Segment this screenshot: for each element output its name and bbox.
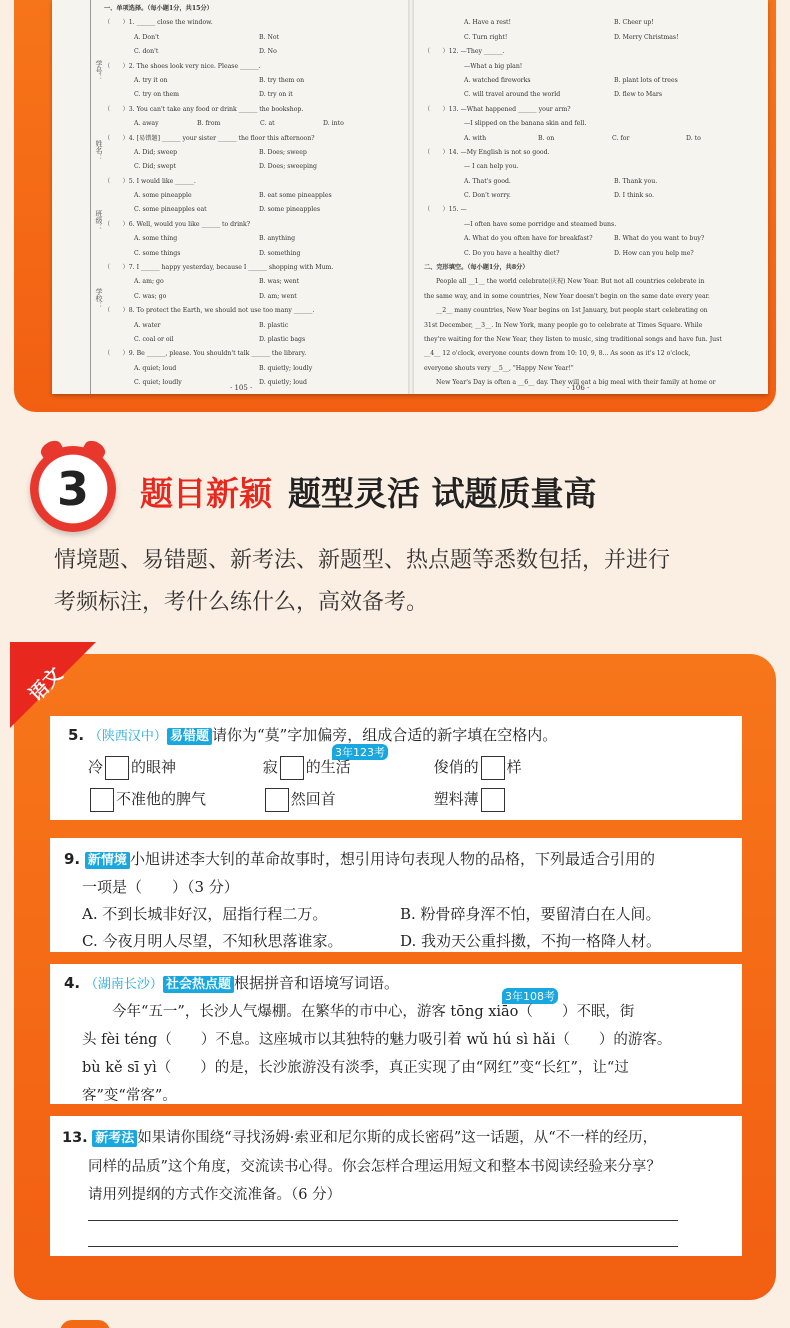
left-option[interactable]: A. water (134, 321, 161, 329)
cloze-passage-line: they're waiting for the New Year, they listen to music, sing traditional songs and have fun. Just (424, 335, 722, 343)
left-option[interactable]: D. quietly; loud (259, 379, 307, 387)
left-option[interactable]: D. am; went (259, 292, 297, 300)
right-option[interactable]: A. That's good. (464, 177, 511, 185)
right-question-stem: （ ）14. —My English is not so good. (424, 148, 550, 156)
right-option-row (424, 189, 754, 203)
binding-sidebar (52, 0, 102, 394)
left-question-stem: （ ）7. I ______ happy yesterday, because I ______ shopping with Mum. (104, 264, 334, 272)
left-option[interactable]: B. Not (259, 33, 280, 41)
q5-location: （陕西汉中） (88, 729, 167, 744)
q5-item-1-post: 的眼神 (131, 758, 177, 776)
right-top-blank (424, 2, 754, 16)
q5-item-2-pre: 寂 (262, 758, 278, 776)
right-option[interactable]: A. What do you often have for breakfast? (464, 235, 593, 243)
left-question-options (104, 45, 404, 59)
q5-item-3 (434, 758, 522, 776)
left-question-options (104, 160, 404, 174)
section-heading: 一、单项选择。（每小题1分，共15分） (104, 5, 213, 12)
left-question-options (104, 290, 404, 304)
right-option[interactable]: B. What do you want to buy? (614, 235, 705, 243)
right-option[interactable]: D. to (686, 134, 701, 142)
left-option[interactable]: B. Does; sweep (259, 148, 307, 156)
right-question-reply: —I often have some porridge and steamed buns. (464, 220, 617, 228)
left-page (104, 2, 404, 391)
cloze-passage-line: the same way, and in some countries, New Year doesn't begin on the same date every year. (424, 292, 710, 300)
left-question-options (104, 146, 404, 160)
left-question-stem: （ ）6. Well, would you like ______ to drink? (104, 220, 251, 228)
cloze-heading: 二、完形填空。（每小题1分，共8分） (424, 264, 529, 272)
right-question-stem: （ ）13. —What happened ______ your arm? (424, 105, 571, 113)
right-option[interactable]: A. with (464, 134, 487, 142)
right-option[interactable]: C. Do you have a healthy diet? (464, 249, 560, 257)
q9-option-a[interactable]: A. 不到长城非好汉，屈指行程二万。 (82, 905, 328, 923)
q5-item-2 (263, 756, 429, 780)
left-option[interactable]: A. am; go (134, 278, 164, 286)
left-option[interactable]: D. into (323, 120, 344, 128)
right-page-number: · 106 · (567, 384, 590, 392)
left-question-options (104, 31, 404, 45)
right-question-reply: —What a big plan! (464, 62, 523, 70)
left-option[interactable]: A. some pineapple (134, 192, 192, 200)
right-option[interactable]: B. on (538, 134, 555, 142)
q4-location: （湖南长沙） (84, 977, 163, 992)
left-option[interactable]: C. some pineapples eat (134, 206, 207, 214)
left-question-options (104, 74, 404, 88)
left-question-stem: （ ）3. You can't take any food or drink ______ the bookshop. (104, 105, 304, 113)
q5-tag: 易错题 (167, 728, 212, 745)
right-option-row (424, 247, 754, 261)
ribbon-label: 语文 (24, 663, 68, 706)
left-question-stem: （ ）1. ______ close the window. (104, 19, 213, 27)
q9-option-c[interactable]: C. 今夜月明人尽望，不知秋思落谁家。 (82, 932, 343, 950)
right-option[interactable]: D. I think so. (614, 192, 654, 200)
left-option[interactable]: C. was; go (134, 292, 167, 300)
q5-item-6 (434, 790, 507, 808)
q5-answer-box-4[interactable] (90, 788, 114, 812)
sidebar-label-id: 学号： (95, 60, 103, 81)
left-question-options (104, 362, 404, 376)
cloze-passage-line: __4__ 12 o'clock, everyone counts down from 10: 10, 9, 8... As soon as it's 12 o'clock, (424, 350, 691, 358)
description-line-2: 考频标注，考什么练什么，高效备考。 (54, 590, 429, 615)
q5-item-1 (88, 756, 258, 780)
q5-answer-box-3[interactable] (481, 756, 505, 780)
left-question-options (104, 189, 404, 203)
left-option[interactable]: C. don't (134, 48, 159, 56)
q9-options-row-2 (64, 928, 661, 955)
left-page-number: · 105 · (230, 384, 253, 392)
left-question-options (104, 117, 404, 131)
left-question-options (104, 247, 404, 261)
right-option-row (424, 232, 754, 246)
left-option[interactable]: B. eat some pineapples (259, 192, 332, 200)
section-number: 3 (56, 462, 89, 516)
right-option-row (424, 74, 754, 88)
left-option[interactable]: C. quiet; loudly (134, 379, 182, 387)
cloze-passage-line: 31st December, __3__. In New York, many people go to celebrate at Times Square. While (424, 321, 703, 329)
q9-stem-2: 一项是（ ）（3 分） (82, 878, 239, 896)
left-option[interactable]: A. Don't (134, 33, 160, 41)
cloze-passage-line: People all __1__ the world celebrate(庆祝) New Year. But not all countries celebrate in (436, 278, 705, 286)
left-option[interactable]: B. try them on (259, 76, 305, 84)
q4-stem: 根据拼音和语境写词语。 (233, 974, 399, 992)
q9-option-b[interactable]: B. 粉骨碎身浑不怕，要留清白在人间。 (400, 905, 661, 923)
right-question-reply: — I can help you. (464, 163, 519, 171)
right-option[interactable]: C. will travel around the world (464, 91, 561, 99)
right-option[interactable]: D. How can you help me? (614, 249, 694, 257)
q4-passage (82, 998, 671, 1110)
right-option[interactable]: A. Have a rest! (464, 19, 512, 27)
q13-line-2: 同样的品质”这个角度，交流读书心得。你会怎样合理运用短文和整本书阅读经验来分享？ (88, 1159, 661, 1175)
q9-options-row-1 (64, 901, 661, 928)
left-option[interactable]: B. was; went (259, 278, 300, 286)
q9-stem-line-1 (64, 846, 661, 874)
right-option[interactable]: C. Don't worry. (464, 192, 511, 200)
q13-answer-line-1[interactable] (88, 1220, 678, 1221)
q9-body (64, 846, 661, 955)
right-question-reply: —I slipped on the banana skin and fell. (464, 120, 587, 128)
left-question-stem: （ ）2. The shoes look very nice. Please ______. (104, 62, 261, 70)
q5-item-5-post: 然回首 (290, 790, 336, 808)
left-option[interactable]: C. at (260, 120, 275, 128)
left-option[interactable]: B. plastic (259, 321, 289, 329)
left-question-stem: （ ）9. Be ______, please. You shouldn't talk ______ the library. (104, 350, 307, 358)
q5-item-3-post: 样 (506, 758, 522, 776)
cloze-passage-line: New Year's Day is often a __6__ day. They will eat a big meal with their family at home or (436, 379, 716, 387)
alarm-clock-icon (30, 446, 116, 532)
q5-answer-box-1[interactable] (105, 756, 129, 780)
question-card-9 (50, 838, 742, 952)
q4-line-4: 客”变“常客”。 (82, 1088, 177, 1104)
section-header (30, 440, 770, 540)
q5-item-4 (88, 788, 258, 812)
right-option-row (424, 16, 754, 30)
left-question-options (104, 376, 404, 390)
left-option[interactable]: A. Did; sweep (134, 148, 178, 156)
section-title-dark: 题型灵活 试题质量高 (288, 474, 597, 513)
q5-item-6-pre: 塑料薄 (433, 790, 479, 808)
q4-number: 4. (64, 974, 81, 992)
q5-number: 5. (68, 726, 85, 744)
left-question-options (104, 319, 404, 333)
left-option[interactable]: A. try it on (134, 76, 168, 84)
right-option[interactable]: C. Turn right! (464, 33, 508, 41)
sidebar-label-school: 学校： (95, 288, 103, 309)
right-option[interactable]: D. flew to Mars (614, 91, 663, 99)
left-option[interactable]: B. quietly; loudly (259, 364, 313, 372)
left-option[interactable]: A. some thing (134, 235, 178, 243)
section-title (140, 468, 597, 515)
cloze-passage-line: __2__ many countries, New Year begins on 1st January, but people start celebrating on (436, 307, 708, 315)
q5-row-1 (88, 756, 522, 780)
left-option[interactable]: B. anything (259, 235, 296, 243)
q5-answer-box-6[interactable] (481, 788, 505, 812)
cloze-passage-line: everyone shouts very __5__, "Happy New Year!" (424, 364, 574, 372)
q9-number: 9. (64, 850, 81, 868)
q5-stem: 请你为“莫”字加偏旁，组成合适的新字填在空格内。 (211, 726, 558, 744)
left-option[interactable]: D. some pineapples (259, 206, 321, 214)
left-option[interactable]: C. Did; swept (134, 163, 176, 171)
left-question-stem: （ ）5. I would like ______. (104, 177, 196, 185)
q5-item-1-pre: 冷 (88, 758, 104, 776)
left-option[interactable]: A. away (134, 120, 159, 128)
q5-answer-box-5[interactable] (265, 788, 289, 812)
sidebar-label-name: 姓名： (95, 140, 103, 161)
left-option[interactable]: D. No (259, 48, 277, 56)
q4-frequency-stamp: 3年108考 (502, 988, 558, 1004)
left-option[interactable]: C. coal or oil (134, 335, 174, 343)
left-option[interactable]: D. something (259, 249, 301, 257)
right-option-row (424, 88, 754, 102)
question-card-5 (50, 716, 742, 820)
right-option-row (424, 31, 754, 45)
left-option[interactable]: D. try on it (259, 91, 293, 99)
q4-line-2: 头 fèi téng（ ）不息。这座城市以其独特的魅力吸引着 wǔ hú sì hǎi（ ）的游客。 (82, 1032, 672, 1048)
right-question-stem: （ ）15. — (424, 206, 467, 214)
q9-option-d[interactable]: D. 我劝天公重抖擞，不拘一格降人材。 (400, 932, 662, 950)
right-option[interactable]: B. Cheer up! (614, 19, 654, 27)
q9-stem-1: 小旭讲述李大钊的革命故事时，想引用诗句表现人物的品格，下列最适合引用的 (129, 850, 655, 868)
left-question-options (104, 275, 404, 289)
right-option-row (424, 175, 754, 189)
left-question-options (104, 203, 404, 217)
q13-line-3: 请用列提纲的方式作交流准备。（6 分） (88, 1187, 342, 1203)
description-line-1: 情境题、易错题、新考法、新题型、热点题等悉数包括，并进行 (54, 548, 671, 573)
left-question-stem: （ ）8. To protect the Earth, we should not use too many ______. (104, 307, 315, 315)
q4-line-1: 今年“五一”，长沙人气爆棚。在繁华的市中心，游客 tōng xiāo（ ）不眠，街 (112, 1004, 635, 1020)
question-card-13 (50, 1116, 742, 1256)
q13-line-1: 如果请你围绕“寻找汤姆·索亚和尼尔斯的成长密码”这一话题，从“不一样的经历， (137, 1130, 658, 1146)
section-title-red: 题目新颖 (140, 474, 272, 513)
right-page (424, 2, 754, 391)
left-option[interactable]: B. from (197, 120, 221, 128)
q5-stem-line (68, 724, 557, 745)
binding-line (90, 0, 91, 394)
q5-answer-box-2[interactable] (280, 756, 304, 780)
left-question-stem: （ ）4. [易错题] ______ your sister ______ the floor this afternoon? (104, 134, 315, 142)
left-option[interactable]: C. try on them (134, 91, 180, 99)
right-option[interactable]: C. for (612, 134, 630, 142)
right-option[interactable]: B. Thank you. (614, 177, 658, 185)
sidebar-label-class: 班级： (95, 210, 103, 231)
right-option[interactable]: D. Merry Christmas! (614, 33, 679, 41)
q4-tag: 社会热点题 (163, 976, 234, 993)
q5-row-2 (88, 788, 507, 812)
q5-item-4-post: 不准他的脾气 (116, 790, 207, 808)
q13-tag: 新考法 (92, 1130, 137, 1147)
q13-answer-line-2[interactable] (88, 1246, 678, 1247)
left-question-options (104, 333, 404, 347)
q13-number: 13. (62, 1130, 88, 1146)
q5-frequency-stamp: 3年123考 (332, 744, 388, 760)
right-option[interactable]: A. watched fireworks (464, 76, 531, 84)
left-option[interactable]: D. Does; sweeping (259, 163, 317, 171)
q5-item-5 (263, 788, 429, 812)
q4-line-3: bù kě sī yì（ ）的是，长沙旅游没有淡季，真正实现了由“网红”变“长红”，让“过 (82, 1060, 629, 1076)
question-card-4 (50, 964, 742, 1104)
left-option[interactable]: C. some things (134, 249, 181, 257)
right-question-stem: （ ）12. —They ______. (424, 48, 505, 56)
q5-item-2-post: 的生活 (305, 758, 351, 776)
left-question-options (104, 88, 404, 102)
q13-line-1-row (62, 1124, 661, 1153)
q13-body (62, 1124, 661, 1209)
left-option[interactable]: A. quiet; loud (134, 364, 177, 372)
book-spread (52, 0, 768, 394)
left-question-options (104, 232, 404, 246)
book-spine (408, 0, 414, 394)
right-option-row (424, 132, 754, 146)
section-description (54, 540, 754, 624)
q4-stem-line (64, 972, 399, 993)
left-option[interactable]: D. plastic bags (259, 335, 306, 343)
right-option[interactable]: B. plant lots of trees (614, 76, 678, 84)
q5-item-3-pre: 俊俏的 (433, 758, 479, 776)
q9-tag: 新情境 (85, 852, 130, 869)
next-section-tab (60, 1320, 110, 1328)
